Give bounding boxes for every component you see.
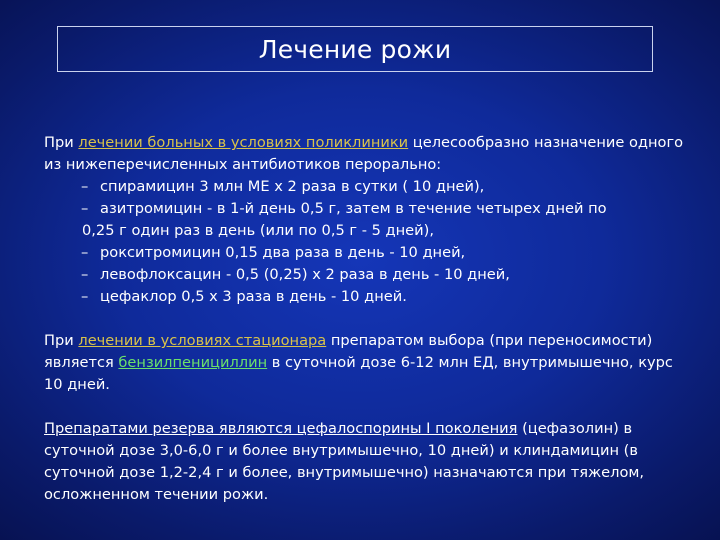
paragraph-outpatient <box>44 132 694 176</box>
slide-content <box>44 132 694 506</box>
spacer <box>44 308 694 330</box>
link-inpatient-treatment[interactable]: лечении в условиях стационара <box>78 332 327 349</box>
paragraph-inpatient <box>44 330 694 396</box>
title-box <box>57 26 653 72</box>
p1-prefix: При <box>44 134 79 151</box>
list-item-text <box>82 198 694 242</box>
p2-rest: в суточной дозе 6-12 млн ЕД, внутримышечно, курс 10 дней. <box>44 354 673 393</box>
paragraph-reserve <box>44 418 694 506</box>
dash-bullet: – <box>81 244 89 261</box>
link-outpatient-treatment[interactable]: лечении больных в условиях поликлиники <box>78 134 409 151</box>
p2-mid: препаратом выбора (при переносимости) является <box>44 332 653 371</box>
dash-bullet: – <box>81 266 89 283</box>
p3-rest: (цефазолин) в суточной дозе 3,0-6,0 г и более внутримышечно, 10 дней) и клиндамицин (в суточной дозе 1,2-2,4 г и более, внутримышечно) назначаются при тяжелом, осложненном течении рожи. <box>44 420 645 503</box>
dash-bullet: – <box>81 288 89 305</box>
p2-prefix: При <box>44 332 79 349</box>
p1-rest: целесообразно назначение одного из нижеперечисленных антибиотиков перорально: <box>44 134 684 173</box>
list-item <box>44 176 694 198</box>
reserve-drugs-underlined: Препаратами резерва являются цефалоспорины I поколения <box>44 420 518 437</box>
link-benzylpenicillin[interactable]: бензилпенициллин <box>118 354 268 371</box>
list-item <box>44 286 694 308</box>
list-item-text-line2: 0,25 г один раз в день (или по 0,5 г - 5 дней), <box>82 222 434 239</box>
list-item <box>44 198 694 242</box>
dash-bullet: – <box>81 200 89 217</box>
antibiotics-list <box>44 176 694 308</box>
slide-title: Лечение рожи <box>258 34 452 64</box>
dash-bullet: – <box>81 178 89 195</box>
list-item-text: левофлоксацин - 0,5 (0,25) х 2 раза в день - 10 дней, <box>100 266 510 283</box>
list-item-text: цефаклор 0,5 х 3 раза в день - 10 дней. <box>100 288 407 305</box>
list-item-text: спирамицин 3 млн МЕ х 2 раза в сутки ( 10 дней), <box>100 178 485 195</box>
spacer <box>44 396 694 418</box>
list-item-text-line1: азитромицин - в 1-й день 0,5 г, затем в течение четырех дней по <box>100 200 607 217</box>
list-item <box>44 242 694 264</box>
list-item <box>44 264 694 286</box>
list-item-text: рокситромицин 0,15 два раза в день - 10 дней, <box>100 244 466 261</box>
